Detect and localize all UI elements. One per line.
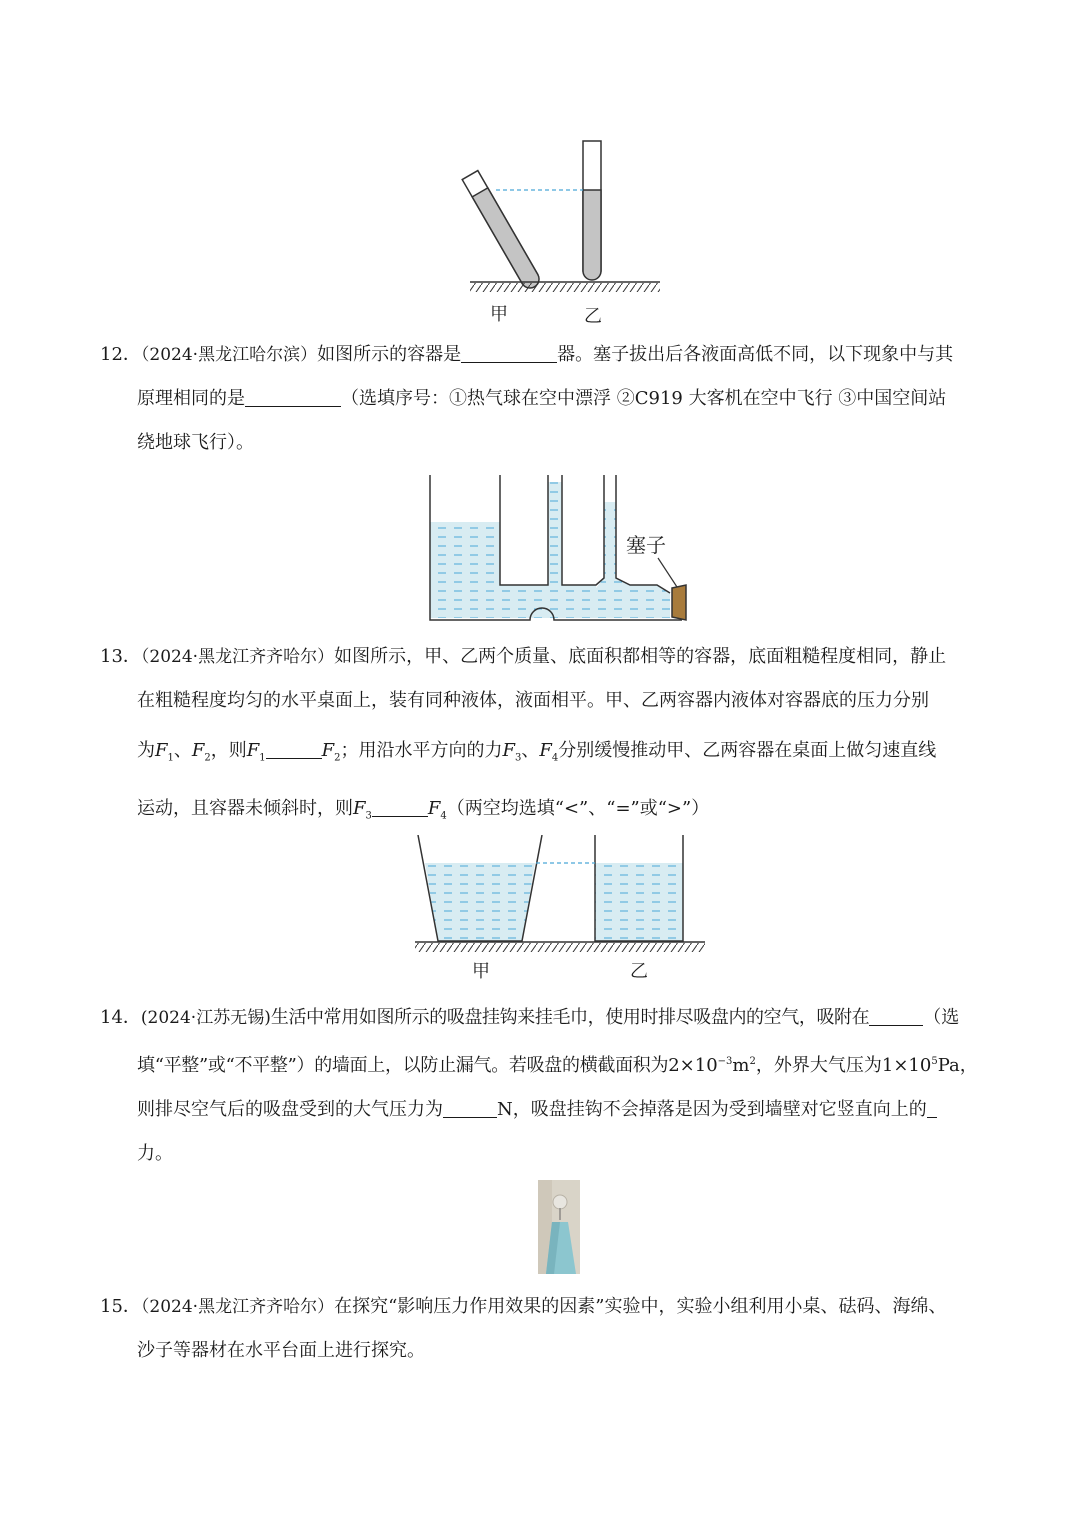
q13-text-2: 在粗糙程度均匀的水平桌面上，装有同种液体，液面相平。甲、乙两容器内液体对容器底的压力分别 [137,690,929,711]
ground-hatch [470,283,660,292]
q14-source: (2024·江苏无锡) [140,1008,271,1028]
question-15 [100,1295,985,1363]
q15-text-1: 在探究“影响压力作用效果的因素”实验中，实验小组利用小桌、砝码、海绵、 [334,1296,947,1317]
q13-blank-1[interactable] [266,740,322,759]
tilted-tube [462,171,542,292]
q14-press-unit: Pa [937,1055,960,1076]
q13-text-3b: ；用沿水平方向的力 [340,740,503,761]
q12-source: （2024·黑龙江哈尔滨） [140,345,318,365]
q14-text-4: 力。 [137,1143,173,1164]
q12-text-2b: （选填序号：①热气球在空中漂浮 ②C919 大客机在空中飞行 ③中国空间站 [341,388,947,409]
q13-F2b: F [321,740,335,761]
q12-number: 12． [100,344,141,365]
stopper-pointer [658,558,677,587]
q12-text-1a: 如图所示的容器是 [317,344,462,365]
label-yi-2: 乙 [630,961,648,982]
q13-text-1: 如图所示，甲、乙两个质量、底面积都相等的容器，底面粗糙程度相同，静止 [334,646,947,667]
q13-F4: F [539,740,552,761]
q14-area-unit: m [732,1055,750,1076]
q14-blank-3[interactable] [927,1099,937,1118]
q12-blank-2[interactable] [245,388,341,407]
q12-blank-1[interactable] [461,344,557,363]
q14-blank-1[interactable] [869,1007,923,1026]
question-14 [100,1006,985,1166]
q15-number: 15． [100,1296,141,1317]
q14-press-coef: 1×10 [881,1055,932,1076]
q15-text-2: 沙子等器材在水平台面上进行探究。 [137,1340,425,1361]
q14-area-unit-exp: 2 [749,1056,756,1067]
q14-press-exp: 5 [931,1056,938,1067]
q13-F3: F [502,740,515,761]
q13-F3b-sub: 3 [365,810,372,822]
q13-sep-1: 、 [173,740,192,761]
q13-F4b-sub: 4 [440,810,447,822]
q12-text-3: 绕地球飞行）。 [137,432,254,453]
q13-then: ，则 [210,740,247,761]
stopper-label: 塞子 [626,533,666,557]
q14-text-2c: ， [959,1055,978,1076]
suction-hook-photo [538,1180,580,1274]
q14-blank-2[interactable] [443,1099,497,1118]
q13-source: （2024·黑龙江齐齐哈尔） [140,647,335,667]
q14-text-2b: ，外界大气压为 [755,1055,882,1076]
q14-text-1b: （选 [923,1007,960,1028]
label-yi: 乙 [584,306,602,327]
upright-tube [583,141,601,280]
label-jia: 甲 [490,304,508,325]
fig-tubes [460,135,670,330]
q14-text-3a: 则排尽空气后的吸盘受到的大气压力为 [137,1099,443,1120]
q13-F1b-sub: 1 [259,752,266,764]
q13-text-4a: 运动，且容器未倾斜时，则 [137,797,353,819]
q13-F4-sub: 4 [551,752,559,764]
q13-sep-2: 、 [521,740,540,761]
q15-source: （2024·黑龙江齐齐哈尔） [140,1297,335,1317]
q14-text-2a: 填“平整”或“不平整”）的墙面上，以防止漏气。若吸盘的横截面积为 [137,1055,669,1076]
question-13 [100,645,985,828]
q13-F3-sub: 3 [515,752,522,764]
stopper [672,585,686,620]
fig-connected-vessels [420,470,700,630]
question-12 [100,343,985,455]
q13-F4b: F [427,797,441,819]
q12-text-2a: 原理相同的是 [137,388,245,409]
q13-F1b: F [246,740,260,761]
q13-text-3c: 分别缓慢推动甲、乙两容器在桌面上做匀速直线 [558,740,937,761]
q12-text-1b: 器。塞子拔出后各液面高低不同，以下现象中与其 [557,344,954,365]
q14-area-exp: −3 [717,1056,733,1067]
q13-text-4b: （两空均选填“<”、“=”或“>”） [446,797,710,819]
q13-F2-sub: 2 [204,752,211,764]
q14-number: 14． [100,1007,141,1028]
q13-text-3a: 为 [137,740,155,761]
q14-area-coef: 2×10 [668,1055,718,1076]
q13-F2: F [191,740,205,761]
q14-text-1a: 生活中常用如图所示的吸盘挂钩来挂毛巾，使用时排尽吸盘内的空气，吸附在 [270,1007,870,1028]
ground-hatch-2 [415,943,705,952]
q13-F1: F [155,740,168,761]
q13-F1-sub: 1 [167,752,174,764]
q13-F3b: F [353,797,366,819]
q13-blank-2[interactable] [372,798,428,817]
q14-text-3b: N，吸盘挂钩不会掉落是因为受到墙壁对它竖直向上的 [497,1099,927,1120]
q13-number: 13． [100,646,141,667]
label-jia-2: 甲 [472,961,490,982]
fig-two-containers [410,835,710,985]
q13-F2b-sub: 2 [334,752,341,764]
